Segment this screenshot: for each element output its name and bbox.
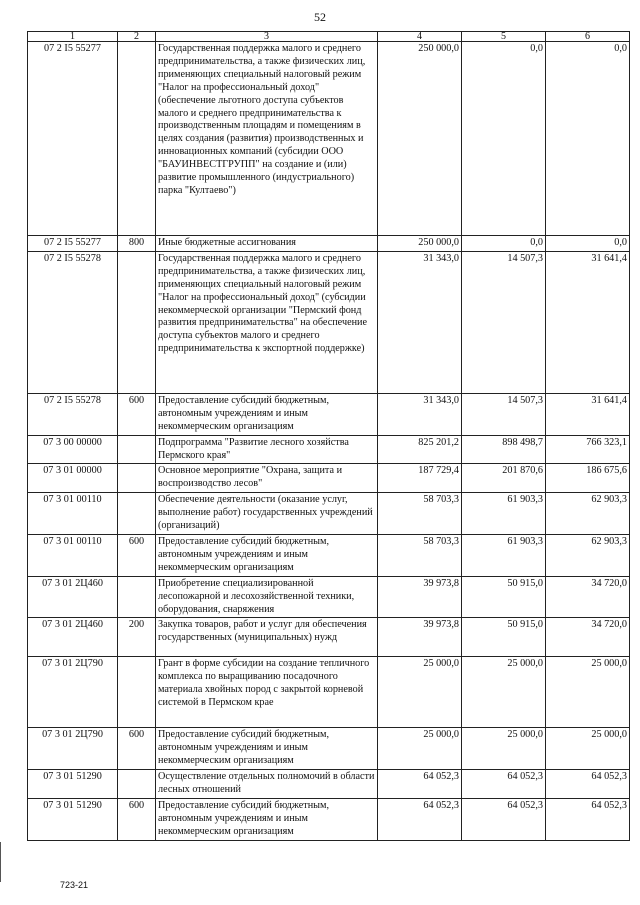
cell-expense-type (118, 770, 156, 799)
column-header-6: 6 (546, 32, 630, 42)
cell-value-col5: 14 507,3 (462, 251, 546, 393)
table-row (28, 435, 630, 464)
cell-name: Предоставление субсидий бюджетным, автономным учреждениям и иным некоммерческим организациям (156, 534, 378, 576)
cell-expense-type (118, 251, 156, 393)
cell-expense-type: 600 (118, 534, 156, 576)
cell-value-col6: 31 641,4 (546, 251, 630, 393)
cell-name: Обеспечение деятельности (оказание услуг, выполнение работ) государственных учреждений (организаций) (156, 493, 378, 535)
table-row (28, 236, 630, 252)
budget-table (27, 31, 630, 841)
column-header-3: 3 (156, 32, 378, 42)
cell-value-col4: 39 973,8 (378, 576, 462, 618)
table-row (28, 42, 630, 236)
cell-name: Предоставление субсидий бюджетным, автономным учреждениям и иным некоммерческим организациям (156, 393, 378, 435)
column-header-2: 2 (118, 32, 156, 42)
cell-value-col5: 50 915,0 (462, 576, 546, 618)
cell-code: 07 3 01 00110 (28, 534, 118, 576)
cell-value-col6: 186 675,6 (546, 464, 630, 493)
table-row (28, 770, 630, 799)
cell-value-col5: 898 498,7 (462, 435, 546, 464)
cell-name: Осуществление отдельных полномочий в области лесных отношений (156, 770, 378, 799)
cell-value-col4: 250 000,0 (378, 42, 462, 236)
cell-value-col4: 250 000,0 (378, 236, 462, 252)
cell-value-col6: 0,0 (546, 42, 630, 236)
cell-code: 07 2 I5 55277 (28, 42, 118, 236)
column-header-4: 4 (378, 32, 462, 42)
cell-value-col6: 64 052,3 (546, 770, 630, 799)
cell-value-col4: 825 201,2 (378, 435, 462, 464)
cell-value-col4: 39 973,8 (378, 618, 462, 657)
cell-expense-type: 600 (118, 728, 156, 770)
cell-code: 07 3 01 00110 (28, 493, 118, 535)
column-header-5: 5 (462, 32, 546, 42)
cell-name: Иные бюджетные ассигнования (156, 236, 378, 252)
cell-value-col6: 62 903,3 (546, 493, 630, 535)
cell-value-col5: 0,0 (462, 236, 546, 252)
table-row (28, 464, 630, 493)
cell-name: Основное мероприятие "Охрана, защита и воспроизводство лесов" (156, 464, 378, 493)
table-row (28, 798, 630, 840)
cell-value-col6: 64 052,3 (546, 798, 630, 840)
cell-value-col5: 64 052,3 (462, 798, 546, 840)
cell-value-col4: 31 343,0 (378, 393, 462, 435)
footer-code: 723-21 (60, 880, 89, 890)
cell-code: 07 2 I5 55278 (28, 393, 118, 435)
cell-value-col4: 25 000,0 (378, 657, 462, 728)
cell-name: Приобретение специализированной лесопожарной и лесохозяйственной техники, оборудования, снаряжения (156, 576, 378, 618)
margin-mark (0, 842, 1, 882)
column-header-1: 1 (28, 32, 118, 42)
cell-name: Закупка товаров, работ и услуг для обеспечения государственных (муниципальных) нужд (156, 618, 378, 657)
cell-value-col6: 766 323,1 (546, 435, 630, 464)
cell-value-col4: 58 703,3 (378, 534, 462, 576)
cell-expense-type: 600 (118, 798, 156, 840)
cell-value-col5: 201 870,6 (462, 464, 546, 493)
cell-value-col6: 31 641,4 (546, 393, 630, 435)
table-row (28, 657, 630, 728)
cell-value-col6: 25 000,0 (546, 657, 630, 728)
cell-expense-type (118, 42, 156, 236)
table-row (28, 728, 630, 770)
cell-value-col5: 61 903,3 (462, 534, 546, 576)
cell-value-col6: 25 000,0 (546, 728, 630, 770)
cell-value-col6: 0,0 (546, 236, 630, 252)
cell-name: Государственная поддержка малого и среднего предпринимательства, а также физических лиц, применяющих специальный налоговый режим "Налог на профессиональный доход" (субсидии некоммерческой организации "Пермский фонд развития предпринимательства" на обеспечение доступа субъектов малого и среднего предпринимательства к экспортной поддержке) (156, 251, 378, 393)
cell-code: 07 3 01 2Ц790 (28, 657, 118, 728)
cell-value-col5: 50 915,0 (462, 618, 546, 657)
cell-value-col5: 25 000,0 (462, 728, 546, 770)
cell-expense-type (118, 493, 156, 535)
cell-expense-type (118, 657, 156, 728)
cell-expense-type (118, 576, 156, 618)
cell-value-col4: 64 052,3 (378, 770, 462, 799)
cell-code: 07 3 01 00000 (28, 464, 118, 493)
cell-value-col4: 25 000,0 (378, 728, 462, 770)
cell-name: Предоставление субсидий бюджетным, автономным учреждениям и иным некоммерческим организациям (156, 798, 378, 840)
cell-value-col6: 34 720,0 (546, 618, 630, 657)
table-row (28, 493, 630, 535)
cell-value-col6: 62 903,3 (546, 534, 630, 576)
cell-value-col4: 187 729,4 (378, 464, 462, 493)
cell-value-col4: 58 703,3 (378, 493, 462, 535)
cell-name: Государственная поддержка малого и среднего предпринимательства, а также физических лиц, применяющих специальный налоговый режим "Налог на профессиональный доход" (обеспечение льготного доступа субъектов малого и среднего предпринимательства к производственным площадям и помещениям в целях создания (развития) производственных и инновационных компаний (субсидии ООО "БАУИНВЕСТГРУПП" на создание и (или) развитие промышленного (индустриального) парка "Култаево") (156, 42, 378, 236)
page-number: 52 (314, 10, 326, 24)
cell-value-col5: 64 052,3 (462, 770, 546, 799)
cell-name: Грант в форме субсидии на создание тепличного комплекса по выращиванию посадочного материала хвойных пород с закрытой корневой системой в Пермском крае (156, 657, 378, 728)
cell-code: 07 2 I5 55277 (28, 236, 118, 252)
table-row (28, 534, 630, 576)
cell-code: 07 3 01 51290 (28, 770, 118, 799)
cell-expense-type: 600 (118, 393, 156, 435)
table-row (28, 251, 630, 393)
cell-value-col5: 61 903,3 (462, 493, 546, 535)
cell-code: 07 3 01 2Ц460 (28, 618, 118, 657)
cell-value-col4: 64 052,3 (378, 798, 462, 840)
table-body (28, 42, 630, 841)
table-row (28, 618, 630, 657)
cell-value-col5: 0,0 (462, 42, 546, 236)
cell-expense-type (118, 464, 156, 493)
cell-code: 07 2 I5 55278 (28, 251, 118, 393)
cell-code: 07 3 01 51290 (28, 798, 118, 840)
cell-code: 07 3 01 2Ц460 (28, 576, 118, 618)
cell-expense-type: 200 (118, 618, 156, 657)
cell-expense-type (118, 435, 156, 464)
cell-expense-type: 800 (118, 236, 156, 252)
cell-value-col5: 14 507,3 (462, 393, 546, 435)
table-row (28, 393, 630, 435)
column-number-row (28, 32, 630, 42)
cell-code: 07 3 00 00000 (28, 435, 118, 464)
cell-value-col5: 25 000,0 (462, 657, 546, 728)
cell-name: Подпрограмма "Развитие лесного хозяйства Пермского края" (156, 435, 378, 464)
cell-code: 07 3 01 2Ц790 (28, 728, 118, 770)
table-row (28, 576, 630, 618)
cell-value-col6: 34 720,0 (546, 576, 630, 618)
cell-name: Предоставление субсидий бюджетным, автономным учреждениям и иным некоммерческим организациям (156, 728, 378, 770)
cell-value-col4: 31 343,0 (378, 251, 462, 393)
